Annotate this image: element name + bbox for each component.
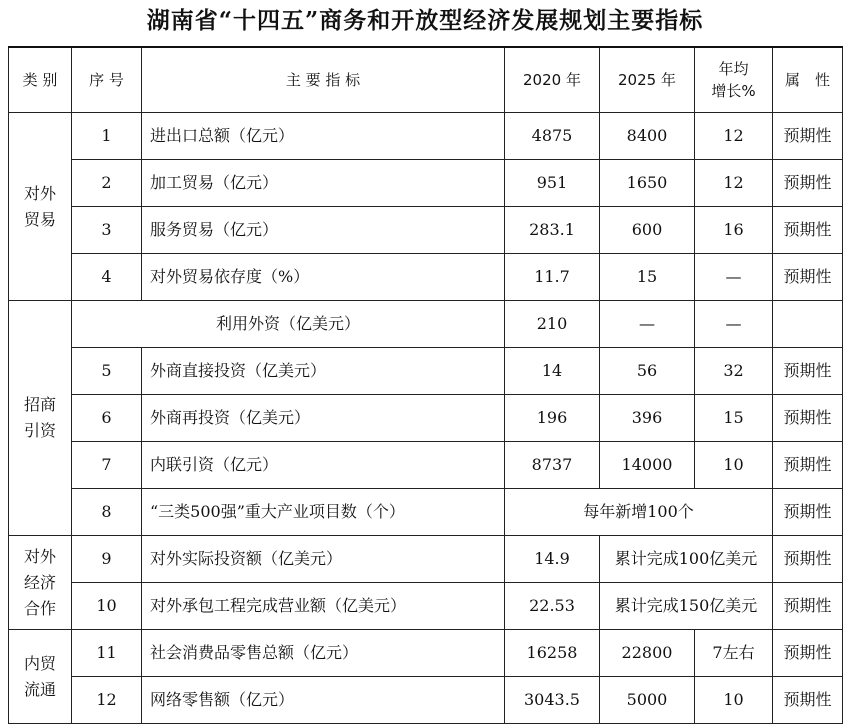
value-2020-cell: 283.1 bbox=[505, 207, 600, 254]
table-row bbox=[9, 395, 843, 442]
indicator-cell: 外商直接投资（亿美元） bbox=[142, 348, 505, 395]
attribute-cell: 预期性 bbox=[773, 254, 843, 301]
header-growth-line1: 年均 bbox=[718, 60, 749, 78]
serial-cell: 5 bbox=[72, 348, 142, 395]
value-2020-cell: 8737 bbox=[505, 442, 600, 489]
value-2025-cell: 396 bbox=[600, 395, 695, 442]
table-row bbox=[9, 489, 843, 536]
table-row bbox=[9, 536, 843, 583]
header-serial: 序 号 bbox=[72, 47, 142, 113]
indicator-cell: 对外承包工程完成营业额（亿美元） bbox=[142, 583, 505, 630]
category-domestic: 内贸 流通 bbox=[9, 630, 72, 724]
merged-value-cell: 累计完成100亿美元 bbox=[600, 536, 773, 583]
value-2025-cell: 56 bbox=[600, 348, 695, 395]
indicator-cell: 进出口总额（亿元） bbox=[142, 113, 505, 160]
growth-cell: 12 bbox=[695, 160, 773, 207]
serial-cell: 10 bbox=[72, 583, 142, 630]
category-foreign-trade: 对外 贸易 bbox=[9, 113, 72, 301]
indicator-cell: 社会消费品零售总额（亿元） bbox=[142, 630, 505, 677]
indicators-table bbox=[8, 46, 843, 724]
header-indicator: 主 要 指 标 bbox=[142, 47, 505, 113]
serial-cell: 8 bbox=[72, 489, 142, 536]
indicator-cell: 利用外资（亿美元） bbox=[72, 301, 505, 348]
value-2020-cell: 3043.5 bbox=[505, 677, 600, 724]
growth-cell: — bbox=[695, 301, 773, 348]
attribute-cell: 预期性 bbox=[773, 442, 843, 489]
indicator-cell: 加工贸易（亿元） bbox=[142, 160, 505, 207]
attribute-cell: 预期性 bbox=[773, 160, 843, 207]
serial-cell: 3 bbox=[72, 207, 142, 254]
value-2020-cell: 16258 bbox=[505, 630, 600, 677]
value-2025-cell: 15 bbox=[600, 254, 695, 301]
attribute-cell: 预期性 bbox=[773, 630, 843, 677]
header-growth-line2: 增长% bbox=[711, 82, 756, 100]
table-row bbox=[9, 677, 843, 724]
table-row bbox=[9, 113, 843, 160]
value-2025-cell: 1650 bbox=[600, 160, 695, 207]
value-2025-cell: 22800 bbox=[600, 630, 695, 677]
table-row bbox=[9, 254, 843, 301]
growth-cell: 32 bbox=[695, 348, 773, 395]
value-2020-cell: 14.9 bbox=[505, 536, 600, 583]
page-title: 湖南省“十四五”商务和开放型经济发展规划主要指标 bbox=[146, 7, 704, 34]
header-category: 类 别 bbox=[9, 47, 72, 113]
value-2020-cell: 14 bbox=[505, 348, 600, 395]
serial-cell: 9 bbox=[72, 536, 142, 583]
growth-cell: 12 bbox=[695, 113, 773, 160]
value-2025-cell: 5000 bbox=[600, 677, 695, 724]
header-2020: 2020 年 bbox=[505, 47, 600, 113]
attribute-cell: 预期性 bbox=[773, 536, 843, 583]
category-econ-coop: 对外 经济 合作 bbox=[9, 536, 72, 630]
value-2020-cell: 196 bbox=[505, 395, 600, 442]
table-row bbox=[9, 160, 843, 207]
serial-cell: 12 bbox=[72, 677, 142, 724]
attribute-cell: 预期性 bbox=[773, 677, 843, 724]
serial-cell: 6 bbox=[72, 395, 142, 442]
header-growth bbox=[695, 47, 773, 113]
value-2020-cell: 4875 bbox=[505, 113, 600, 160]
indicator-cell: 网络零售额（亿元） bbox=[142, 677, 505, 724]
growth-cell: 16 bbox=[695, 207, 773, 254]
value-2025-cell: 14000 bbox=[600, 442, 695, 489]
growth-cell: 7左右 bbox=[695, 630, 773, 677]
header-2025: 2025 年 bbox=[600, 47, 695, 113]
table-row bbox=[9, 348, 843, 395]
table-row bbox=[9, 442, 843, 489]
growth-cell: 10 bbox=[695, 442, 773, 489]
attribute-cell bbox=[773, 301, 843, 348]
merged-value-cell: 每年新增100个 bbox=[505, 489, 773, 536]
serial-cell: 4 bbox=[72, 254, 142, 301]
value-2025-cell: 8400 bbox=[600, 113, 695, 160]
serial-cell: 2 bbox=[72, 160, 142, 207]
attribute-cell: 预期性 bbox=[773, 113, 843, 160]
value-2020-cell: 11.7 bbox=[505, 254, 600, 301]
attribute-cell: 预期性 bbox=[773, 207, 843, 254]
value-2025-cell: 600 bbox=[600, 207, 695, 254]
growth-cell: — bbox=[695, 254, 773, 301]
attribute-cell: 预期性 bbox=[773, 348, 843, 395]
value-2020-cell: 951 bbox=[505, 160, 600, 207]
table-row bbox=[9, 207, 843, 254]
serial-cell: 1 bbox=[72, 113, 142, 160]
value-2020-cell: 22.53 bbox=[505, 583, 600, 630]
header-attribute: 属 性 bbox=[773, 47, 843, 113]
table-row bbox=[9, 583, 843, 630]
indicator-cell: 服务贸易（亿元） bbox=[142, 207, 505, 254]
indicator-cell: 对外实际投资额（亿美元） bbox=[142, 536, 505, 583]
attribute-cell: 预期性 bbox=[773, 395, 843, 442]
indicator-cell: 外商再投资（亿美元） bbox=[142, 395, 505, 442]
value-2025-cell: — bbox=[600, 301, 695, 348]
growth-cell: 10 bbox=[695, 677, 773, 724]
value-2020-cell: 210 bbox=[505, 301, 600, 348]
attribute-cell: 预期性 bbox=[773, 583, 843, 630]
table-row bbox=[9, 630, 843, 677]
indicator-cell: 对外贸易依存度（%） bbox=[142, 254, 505, 301]
indicator-cell: 内联引资（亿元） bbox=[142, 442, 505, 489]
growth-cell: 15 bbox=[695, 395, 773, 442]
category-investment: 招商 引资 bbox=[9, 301, 72, 536]
table-row bbox=[9, 301, 843, 348]
serial-cell: 7 bbox=[72, 442, 142, 489]
header-row bbox=[9, 47, 843, 113]
attribute-cell: 预期性 bbox=[773, 489, 843, 536]
indicator-cell: “三类500强”重大产业项目数（个） bbox=[142, 489, 505, 536]
merged-value-cell: 累计完成150亿美元 bbox=[600, 583, 773, 630]
serial-cell: 11 bbox=[72, 630, 142, 677]
